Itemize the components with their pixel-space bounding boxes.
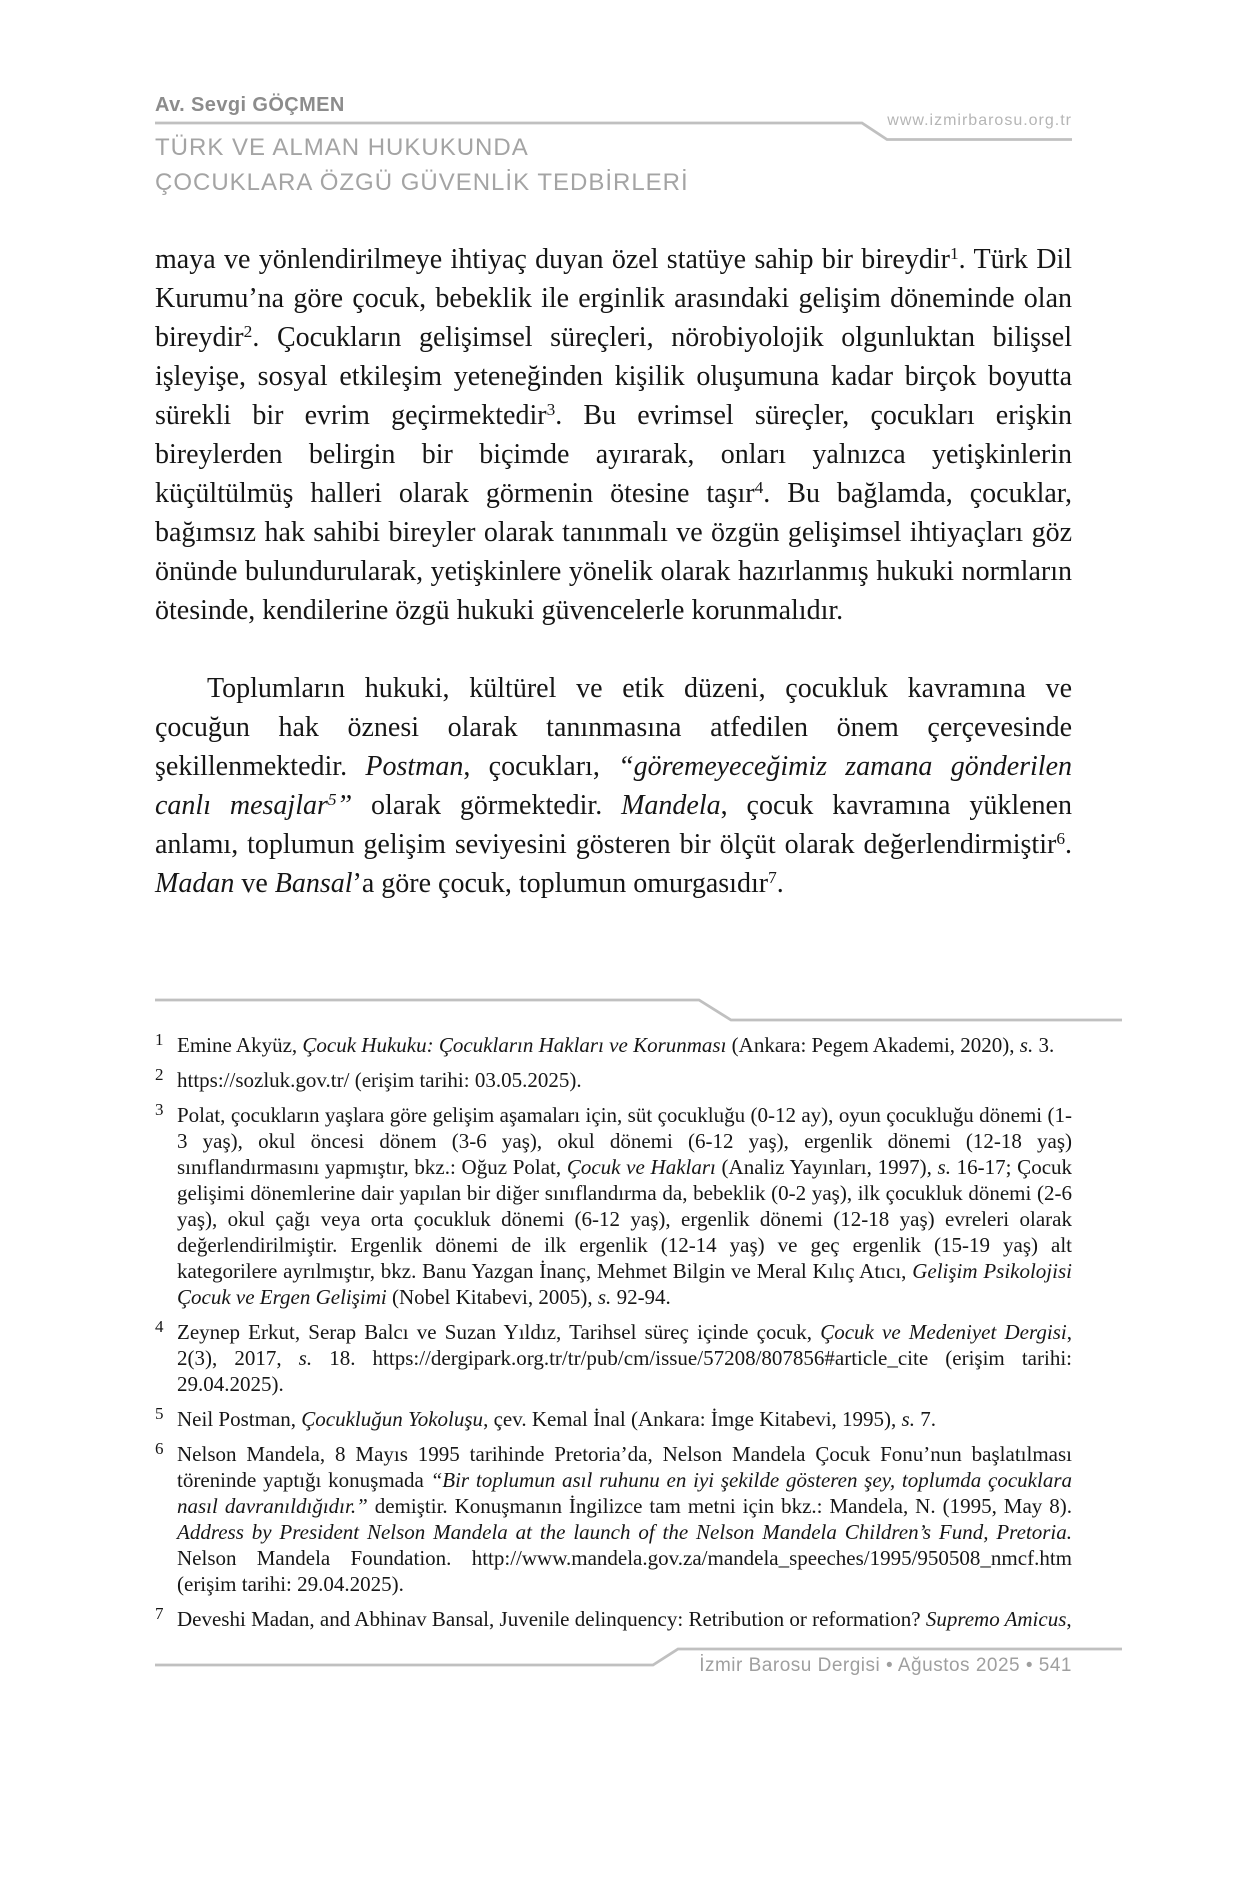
footnote-text: Nelson Mandela, 8 Mayıs 1995 tarihinde Pretoria’da, Nelson Mandela Çocuk Fonu’nun başlatılması töreninde yaptığı konuşmada “Bir toplumun asıl ruhunu en iyi şekilde gösteren şey, toplumda çocuklara nasıl davranıldığıdır.” demiştir. Konuşmanın İngilizce tam metni için bkz.: Mandela, N. (1995, May 8). Address by President Nelson Mandela at the launch of the Nelson Mandela Children’s Fund, Pretoria. Nelson Mandela Foundation. http://www.mandela.gov.za/mandela_speeches/1995/950508_nmcf.htm (erişim tarihi: 29.04.2025). [177,1442,1073,1596]
article-body [155,240,1072,903]
footnote [155,1032,1072,1058]
footnote-number: 1 [155,1030,164,1049]
footnote [155,1319,1072,1397]
footnote-text: Deveshi Madan, and Abhinav Bansal, Juvenile delinquency: Retribution or reformation? Supremo Amicus, [177,1607,1072,1631]
website-url: www.izmirbarosu.org.tr [887,112,1072,129]
article-title [155,130,689,200]
article-title-line2: ÇOCUKLARA ÖZGÜ GÜVENLİK TEDBİRLERİ [155,169,689,196]
footnote [155,1067,1072,1093]
footnote-number: 7 [155,1604,164,1623]
body-paragraph: maya ve yönlendirilmeye ihtiyaç duyan özel statüye sahip bir bireydir$^1$. Türk Dil Kurumu’na göre çocuk, bebeklik ile erginlik arasındaki gelişim döneminde olan bireydir$^2$. Çocukların gelişimsel süreçleri, nörobiyolojik olgunluktan bilişsel işleyişe, sosyal etkileşim yeteneğinden kişilik oluşumuna kadar birçok boyutta sürekli bir evrim geçirmektedir$^3$. Bu evrimsel süreçler, çocukları erişkin bireylerden belirgin bir biçimde ayırarak, onları yalnızca yetişkinlerin küçültülmüş halleri olarak görmenin ötesine taşır$^4$. Bu bağlamda, çocuklar, bağımsız hak sahibi bireyler olarak tanınmalı ve özgün gelişimsel ihtiyaçları göz önünde bulundurularak, yetişkinlere yönelik olarak hazırlanmış hukuki normların ötesinde, kendilerine özgü hukuki güvencelerle korunmalıdır. [155,244,1073,626]
author-name: Av. Sevgi GÖÇMEN [155,94,345,116]
footnote [155,1102,1072,1310]
footnote-number: 5 [155,1404,164,1423]
footnote-text: Neil Postman, Çocukluğun Yokoluşu, çev. Kemal İnal (Ankara: İmge Kitabevi, 1995), s. 7. [177,1407,936,1431]
footnote-text: Polat, çocukların yaşlara göre gelişim aşamaları için, süt çocukluğu (0-12 ay), oyun çocukluğu dönemi (1-3 yaş), okul öncesi dönem (3-6 yaş), okul dönemi (6-12 yaş), ergenlik dönemi (12-18 yaş) sınıflandırmasını yapmıştır, bkz.: Oğuz Polat, Çocuk ve Hakları (Analiz Yayınları, 1997), s. 16-17; Çocuk gelişimi dönemlerine dair yapılan bir diğer sınıflandırma da, bebeklik (0-2 yaş), ilk çocukluk dönemi (2-6 yaş), okul çağı veya orta çocukluk dönemi (6-12 yaş), ergenlik dönemi (12-18 yaş) evreleri olarak değerlendirilmiştir. Ergenlik dönemi de ilk ergenlik (12-14 yaş) ve geç ergenlik (15-19 yaş) alt kategorilere ayrılmıştır, bkz. Banu Yazgan İnanç, Mehmet Bilgin ve Meral Kılıç Atıcı, Gelişim Psikolojisi Çocuk ve Ergen Gelişimi (Nobel Kitabevi, 2005), s. 92-94. [177,1103,1073,1309]
footnote [155,1606,1072,1632]
footnote-text: https://sozluk.gov.tr/ (erişim tarihi: 03.05.2025). [177,1068,582,1092]
footnote [155,1406,1072,1432]
footnote-text: Emine Akyüz, Çocuk Hukuku: Çocukların Hakları ve Korunması (Ankara: Pegem Akademi, 2020), s. 3. [177,1033,1055,1057]
body-paragraph: Toplumların hukuki, kültürel ve etik düzeni, çocukluk kavramına ve çocuğun hak öznesi olarak tanınmasına atfedilen önem çerçevesinde şekillenmektedir. Postman, çocukları, “göremeyeceğimiz zamana gönderilen canlı mesajlar$^5$” olarak görmektedir. Mandela, çocuk kavramına yüklenen anlamı, toplumun gelişim seviyesini gösteren bir ölçüt olarak değerlendirmiştir$^6$. Madan ve Bansal’a göre çocuk, toplumun omurgasıdır$^7$. [155,673,1073,899]
footnote-number: 6 [155,1439,164,1458]
footnote [155,1441,1072,1597]
footnotes-section [155,1032,1072,1632]
footer-journal-info: İzmir Barosu Dergisi • Ağustos 2025 • 541 [699,1655,1072,1676]
footnote-number: 3 [155,1100,164,1119]
footnote-separator-line [155,998,1122,1023]
footnote-number: 4 [155,1317,164,1336]
footnote-number: 2 [155,1065,164,1084]
footnote-text: Zeynep Erkut, Serap Balcı ve Suzan Yıldız, Tarihsel süreç içinde çocuk, Çocuk ve Medeniyet Dergisi, 2(3), 2017, s. 18. https://dergipark.org.tr/tr/pub/cm/issue/57208/807856#article_cite (erişim tarihi: 29.04.2025). [177,1320,1072,1396]
article-title-line1: TÜRK VE ALMAN HUKUKUNDA [155,134,529,161]
